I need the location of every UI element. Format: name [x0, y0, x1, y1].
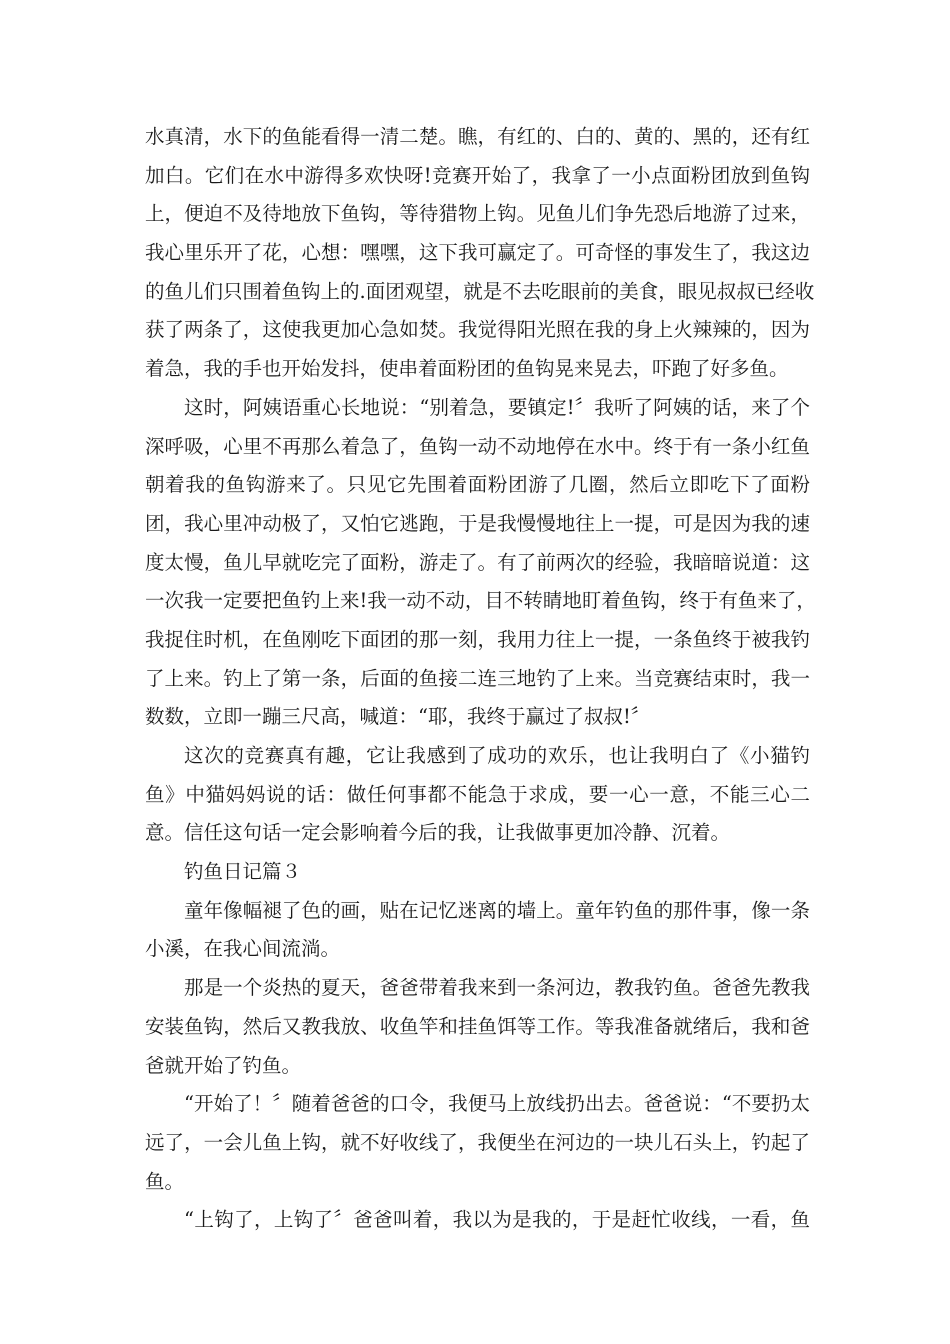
text-line: 钓鱼日记篇３ [184, 860, 302, 884]
text-line: 水真清，水下的鱼能看得一清二楚。瞧，有红的、白的、黄的、黑的，还有红 [145, 125, 810, 148]
text-line: 上，便迫不及待地放下鱼钩，等待猎物上钩。见鱼儿们争先恐后地游了过来， [145, 202, 810, 226]
text-line: “上钩了，上钩了〞爸爸叫着，我以为是我的，于是赶忙收线，一看，鱼 [184, 1208, 810, 1232]
text-line: 一次我一定要把鱼钓上来!我一动不动，目不转睛地盯着鱼钩，终于有鱼来了， [145, 589, 816, 613]
text-line: 意。信任这句话一定会影响着今后的我，让我做事更加冷静、沉着。 [145, 821, 731, 845]
text-line: 团，我心里冲动极了，又怕它逃跑，于是我慢慢地往上一提，可是因为我的速 [145, 511, 810, 535]
text-line: 加白。它们在水中游得多欢快呀!竞赛开始了，我拿了一小点面粉团放到鱼钩 [145, 163, 810, 187]
text-line: 获了两条了，这使我更加心急如焚。我觉得阳光照在我的身上火辣辣的，因为 [145, 318, 810, 342]
text-line: 我捉住时机，在鱼刚吃下面团的那一刻，我用力往上一提，一条鱼终于被我钓 [145, 627, 810, 651]
text-line: 这次的竞赛真有趣，它让我感到了成功的欢乐，也让我明白了《小猫钓 [184, 744, 810, 767]
text-line: 小溪，在我心间流淌。 [145, 937, 341, 961]
text-line: 安装鱼钩，然后又教我放、收鱼竿和挂鱼饵等工作。等我准备就绪后，我和爸 [145, 1014, 810, 1038]
text-line: 我心里乐开了花，心想：嘿嘿，这下我可赢定了。可奇怪的事发生了，我这边 [145, 241, 810, 265]
text-line: 朝着我的鱼钩游来了。只见它先围着面粉团游了几圈，然后立即吃下了面粉 [145, 473, 810, 497]
text-line: 鱼》中猫妈妈说的话：做任何事都不能急于求成，要一心一意，不能三心二 [145, 782, 810, 806]
text-line: “开始了！〞随着爸爸的口令，我便马上放线扔出去。爸爸说：“不要扔太 [184, 1092, 810, 1116]
text-line: 那是一个炎热的夏天，爸爸带着我来到一条河边，教我钓鱼。爸爸先教我 [184, 976, 810, 1000]
text-line: 的鱼儿们只围着鱼钩上的.面团观望，就是不去吃眼前的美食，眼见叔叔已经收 [145, 279, 815, 303]
text-line: 这时，阿姨语重心长地说：“别着急，要镇定!〞我听了阿姨的话，来了个 [184, 395, 810, 419]
text-line: 度太慢，鱼儿早就吃完了面粉，游走了。有了前两次的经验，我暗暗说道：这 [145, 550, 810, 574]
text-line: 童年像幅褪了色的画，贴在记忆迷离的墙上。童年钓鱼的那件事，像一条 [184, 898, 810, 922]
text-line: 爸就开始了钓鱼。 [145, 1053, 302, 1077]
text-line: 了上来。钓上了第一条，后面的鱼接二连三地钓了上来。当竞赛结束时，我一 [145, 666, 810, 690]
text-line: 鱼。 [145, 1169, 185, 1193]
document-body [145, 118, 816, 1240]
text-line: 数数，立即一蹦三尺高，喊道：“耶，我终于赢过了叔叔!〞 [145, 705, 651, 729]
text-line: 着急，我的手也开始发抖，使串着面粉团的鱼钩晃来晃去，吓跑了好多鱼。 [145, 357, 789, 381]
text-line: 远了，一会儿鱼上钩，就不好收线了，我便坐在河边的一块儿石头上，钓起了 [145, 1130, 810, 1154]
text-line: 深呼吸，心里不再那么着急了，鱼钩一动不动地停在水中。终于有一条小红鱼 [145, 434, 810, 458]
